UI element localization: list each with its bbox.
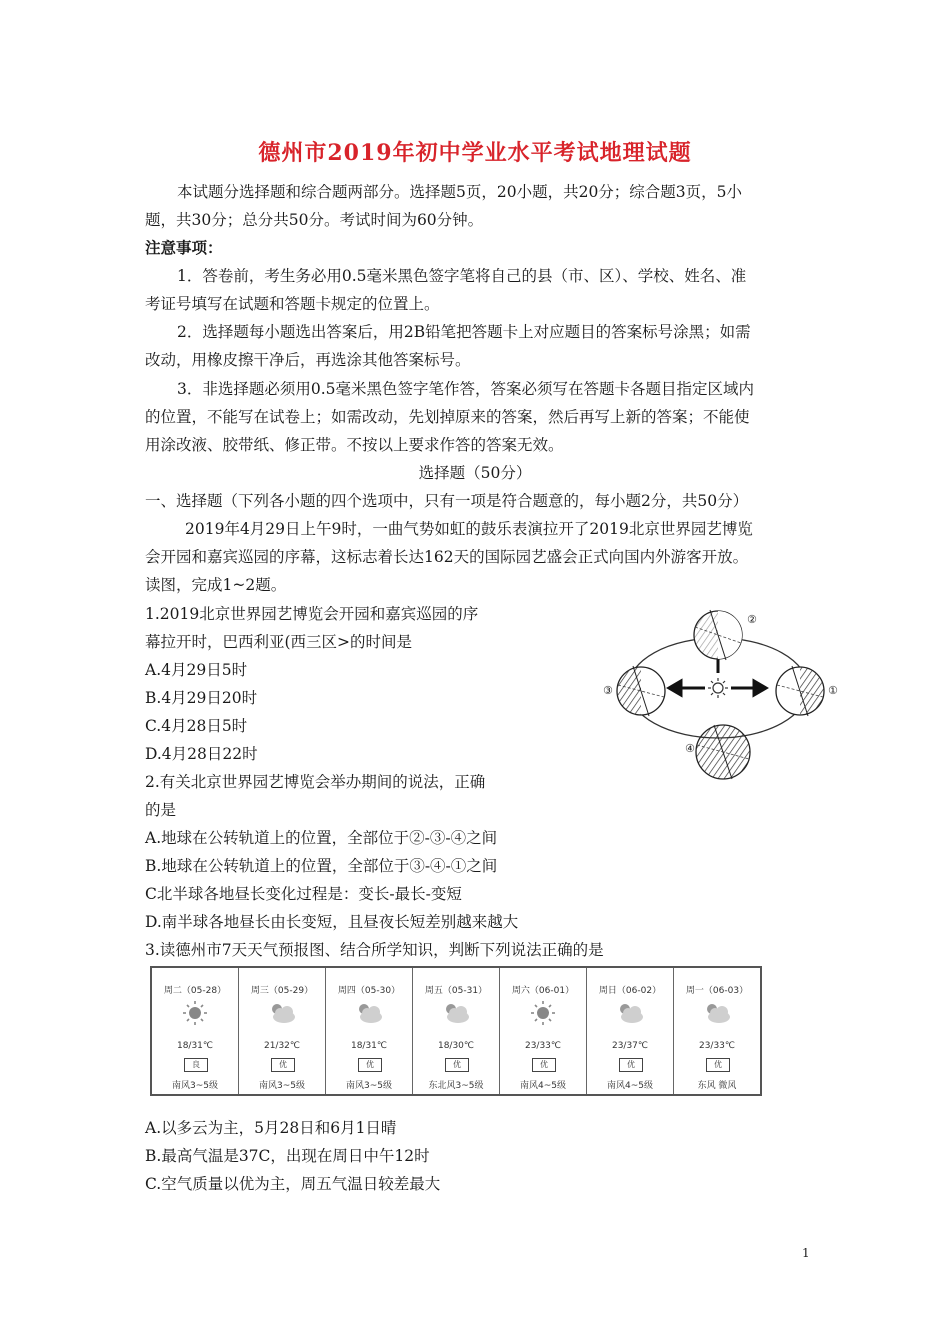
q3-option-a: A.以多云为主，5月28日和6月1日晴 xyxy=(145,1119,397,1137)
notes-heading: 注意事项： xyxy=(145,238,223,257)
material-line: 会开园和嘉宾巡园的序幕，这标志着长达162天的国际园艺盛会正式向国内外游客开放。 xyxy=(145,548,749,566)
air-quality-badge: 优 xyxy=(706,1058,730,1072)
weather-temperature: 18/31℃ xyxy=(176,1041,214,1051)
air-quality-badge: 优 xyxy=(271,1058,295,1072)
air-quality-badge: 优 xyxy=(358,1058,382,1072)
earth-position-1 xyxy=(776,666,824,716)
cloud-sun-icon xyxy=(440,1000,472,1026)
weather-temperature: 23/33℃ xyxy=(698,1041,736,1051)
q2-option-a: A.地球在公转轨道上的位置，全部位于②-③-④之间 xyxy=(145,829,498,847)
intro-line: 题，共30分；总分共50分。考试时间为60分钟。 xyxy=(145,211,484,229)
q1-option-d: D.4月28日22时 xyxy=(145,745,258,763)
weather-wind: 南风3~5级 xyxy=(346,1081,392,1091)
q3-option-b: B.最高气温是37C，出现在周日中午12时 xyxy=(145,1147,430,1165)
note-line: 改动，用橡皮擦干净后，再选涂其他答案标号。 xyxy=(145,351,471,369)
q2-stem: 的是 xyxy=(145,801,177,819)
weather-day-cell xyxy=(587,968,674,1094)
note-line: 考证号填写在试题和答题卡规定的位置上。 xyxy=(145,295,440,313)
weather-temperature: 23/37℃ xyxy=(611,1041,649,1051)
note-line: 1．答卷前，考生务必用0.5毫米黑色签字笔将自己的县（市、区）、学校、姓名、准 xyxy=(177,267,747,285)
section-heading: 选择题（50分） xyxy=(418,464,532,482)
q1-stem: 幕拉开时，巴西利亚(西三区>的时间是 xyxy=(145,633,413,651)
q2-option-c: C北半球各地昼长变化过程是：变长-最长-变短 xyxy=(145,885,462,903)
q2-option-d: D.南半球各地昼长由长变短，且昼夜长短差别越来越大 xyxy=(145,913,519,931)
weather-wind: 南风4~5级 xyxy=(520,1081,566,1091)
air-quality-badge: 优 xyxy=(619,1058,643,1072)
note-line: 用涂改液、胶带纸、修正带。不按以上要求作答的答案无效。 xyxy=(145,436,564,454)
weather-temperature: 21/32℃ xyxy=(263,1041,301,1051)
weather-day-label: 周三（05-29） xyxy=(250,986,314,996)
orbit-label-2: ② xyxy=(747,613,757,626)
weather-wind: 南风4~5级 xyxy=(607,1081,653,1091)
weather-day-cell xyxy=(326,968,413,1094)
weather-temperature: 18/30℃ xyxy=(437,1041,475,1051)
earth-position-3 xyxy=(617,666,665,716)
earth-orbit-diagram xyxy=(595,605,840,805)
cloud-sun-icon xyxy=(353,1000,385,1026)
note-line: 的位置，不能写在试卷上；如需改动，先划掉原来的答案，然后再写上新的答案；不能使 xyxy=(145,408,750,426)
q3-option-c: C.空气质量以优为主，周五气温日较差最大 xyxy=(145,1175,441,1193)
weather-day-cell xyxy=(152,968,239,1094)
orbit-label-1: ① xyxy=(828,684,838,697)
cloud-sun-icon xyxy=(701,1000,733,1026)
note-line: 2．选择题每小题选出答案后，用2B铅笔把答题卡上对应题目的答案标号涂黑；如需 xyxy=(177,323,751,341)
cloud-sun-icon xyxy=(266,1000,298,1026)
weather-wind: 东风 微风 xyxy=(697,1081,737,1091)
q2-stem: 2.有关北京世界园艺博览会举办期间的说法，正确 xyxy=(145,773,486,791)
earth-position-2 xyxy=(694,610,742,660)
weather-wind: 东北风3~5级 xyxy=(428,1081,484,1091)
weather-day-label: 周四（05-30） xyxy=(337,986,401,996)
weather-wind: 南风3~5级 xyxy=(259,1081,305,1091)
weather-day-label: 周五（05-31） xyxy=(424,986,488,996)
q1-option-c: C.4月28日5时 xyxy=(145,717,248,735)
weather-day-label: 周日（06-02） xyxy=(598,986,662,996)
sun-icon xyxy=(527,1000,559,1026)
q1-option-b: B.4月29日20时 xyxy=(145,689,258,707)
weather-wind: 南风3~5级 xyxy=(172,1081,218,1091)
intro-line: 本试题分选择题和综合题两部分。选择题5页，20小题，共20分；综合题3页，5小 xyxy=(177,183,743,201)
material-line: 2019年4月29日上午9时，一曲气势如虹的鼓乐表演拉开了2019北京世界园艺博览 xyxy=(185,520,753,538)
orbit-label-3: ③ xyxy=(603,684,613,697)
weather-temperature: 18/31℃ xyxy=(350,1041,388,1051)
material-line: 读图，完成1~2题。 xyxy=(145,576,287,594)
q1-option-a: A.4月29日5时 xyxy=(145,661,248,679)
q2-option-b: B.地球在公转轨道上的位置，全部位于③-④-①之间 xyxy=(145,857,498,875)
part-heading: 一、选择题（下列各小题的四个选项中，只有一项是符合题意的，每小题2分，共50分） xyxy=(145,492,749,510)
weather-temperature: 23/33℃ xyxy=(524,1041,562,1051)
weather-day-cell xyxy=(500,968,587,1094)
sun-icon xyxy=(708,678,728,698)
earth-position-4 xyxy=(696,725,750,779)
air-quality-badge: 优 xyxy=(532,1058,556,1072)
air-quality-badge: 良 xyxy=(184,1058,208,1072)
q3-stem: 3.读德州市7天天气预报图、结合所学知识，判断下列说法正确的是 xyxy=(145,941,604,959)
weather-day-label: 周二（05-28） xyxy=(163,986,227,996)
air-quality-badge: 优 xyxy=(445,1058,469,1072)
cloud-sun-icon xyxy=(614,1000,646,1026)
sun-icon xyxy=(179,1000,211,1026)
q1-stem: 1.2019北京世界园艺博览会开园和嘉宾巡园的序 xyxy=(145,605,479,623)
page-number: 1 xyxy=(802,1246,810,1260)
weather-day-label: 周六（06-01） xyxy=(511,986,575,996)
page-title: 德州市2019年初中学业水平考试地理试题 xyxy=(258,140,692,166)
weather-forecast-table xyxy=(150,966,762,1096)
weather-day-cell xyxy=(239,968,326,1094)
weather-day-cell xyxy=(413,968,500,1094)
orbit-label-4: ④ xyxy=(685,742,695,755)
weather-day-cell xyxy=(674,968,760,1094)
weather-day-label: 周一（06-03） xyxy=(685,986,749,996)
note-line: 3．非选择题必须用0.5毫米黑色签字笔作答，答案必须写在答题卡各题目指定区域内 xyxy=(177,380,755,398)
